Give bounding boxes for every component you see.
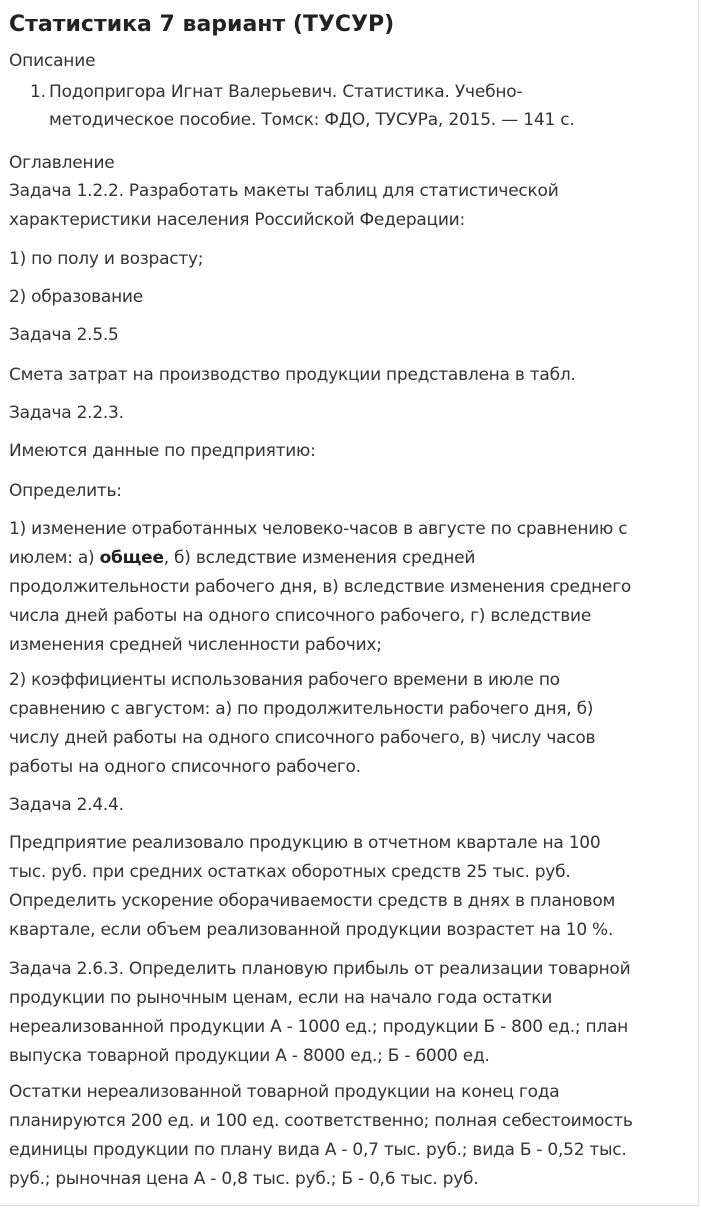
- item-gender-age: 1) по полу и возрасту;: [9, 249, 204, 269]
- man-hours-change-paragraph: 1) изменение отработанных человеко-часов в августе по сравнению с июлем: а) общее, б) вследствие изменения средней продолжительности рабочего дня, в) вследствие изменения среднего числа дней работы на одного списочного рабочего, г) вследствие изменения средней численности рабочих;: [9, 519, 632, 655]
- description-heading: Описание: [9, 51, 96, 71]
- task-2-6-3-paragraph: Задача 2.6.3. Определить плановую прибыль от реализации товарной продукции по рыночным ценам, если на начало года остатки нереализованной продукции А - 1000 ед.; продукции Б - 800 ед.; план выпуска товарной продукции А - 8000 ед.; Б - 6000 ед.: [9, 959, 631, 1066]
- task-1-2-2-paragraph: Задача 1.2.2. Разработать макеты таблиц для статистической характеристики населения Российской Федерации:: [9, 181, 559, 230]
- task-2-5-5-heading: Задача 2.5.5: [9, 325, 119, 345]
- page-title: Статистика 7 вариант (ТУСУР): [9, 12, 395, 37]
- description-list: [30, 78, 630, 134]
- list-item-number: 1.: [30, 82, 46, 102]
- work-time-coefficients-paragraph: 2) коэффициенты использования рабочего времени в июле по сравнению с августом: а) по продолжительности рабочего дня, б) числу дней работы на одного списочного рабочего, в) числу часов работы на одного списочного рабочего.: [9, 670, 596, 777]
- list-item: [30, 78, 630, 134]
- list-item-text: Подопригора Игнат Валерьевич. Статистика. Учебно- методическое пособие. Томск: ФДО, ТУСУРа, 2015. — 141 с.: [49, 82, 575, 130]
- item-education: 2) образование: [9, 287, 143, 307]
- enterprise-data-paragraph: Имеются данные по предприятию:: [9, 441, 316, 461]
- determine-label: Определить:: [9, 481, 122, 501]
- bold-word: общее: [99, 548, 164, 568]
- cost-estimate-paragraph: Смета затрат на производство продукции представлена в табл.: [9, 365, 576, 385]
- task-2-4-4-heading: Задача 2.4.4.: [9, 795, 124, 815]
- toc-heading: Оглавление: [9, 153, 115, 173]
- task-2-2-3-heading: Задача 2.2.3.: [9, 403, 124, 423]
- remaining-stock-paragraph: Остатки нереализованной товарной продукции на конец года планируются 200 ед. и 100 ед. соответственно; полная себестоимость единицы продукции по плану вида А - 0,7 тыс. руб.; вида Б - 0,52 тыс. руб.; рыночная цена А - 0,8 тыс. руб.; Б - 0,6 тыс. руб.: [9, 1082, 633, 1189]
- turnover-acceleration-paragraph: Предприятие реализовало продукцию в отчетном квартале на 100 тыс. руб. при средних остатках оборотных средств 25 тыс. руб. Определить ускорение оборачиваемости средств в днях в плановом квартале, если объем реализованной продукции возрастет на 10 %.: [9, 833, 616, 940]
